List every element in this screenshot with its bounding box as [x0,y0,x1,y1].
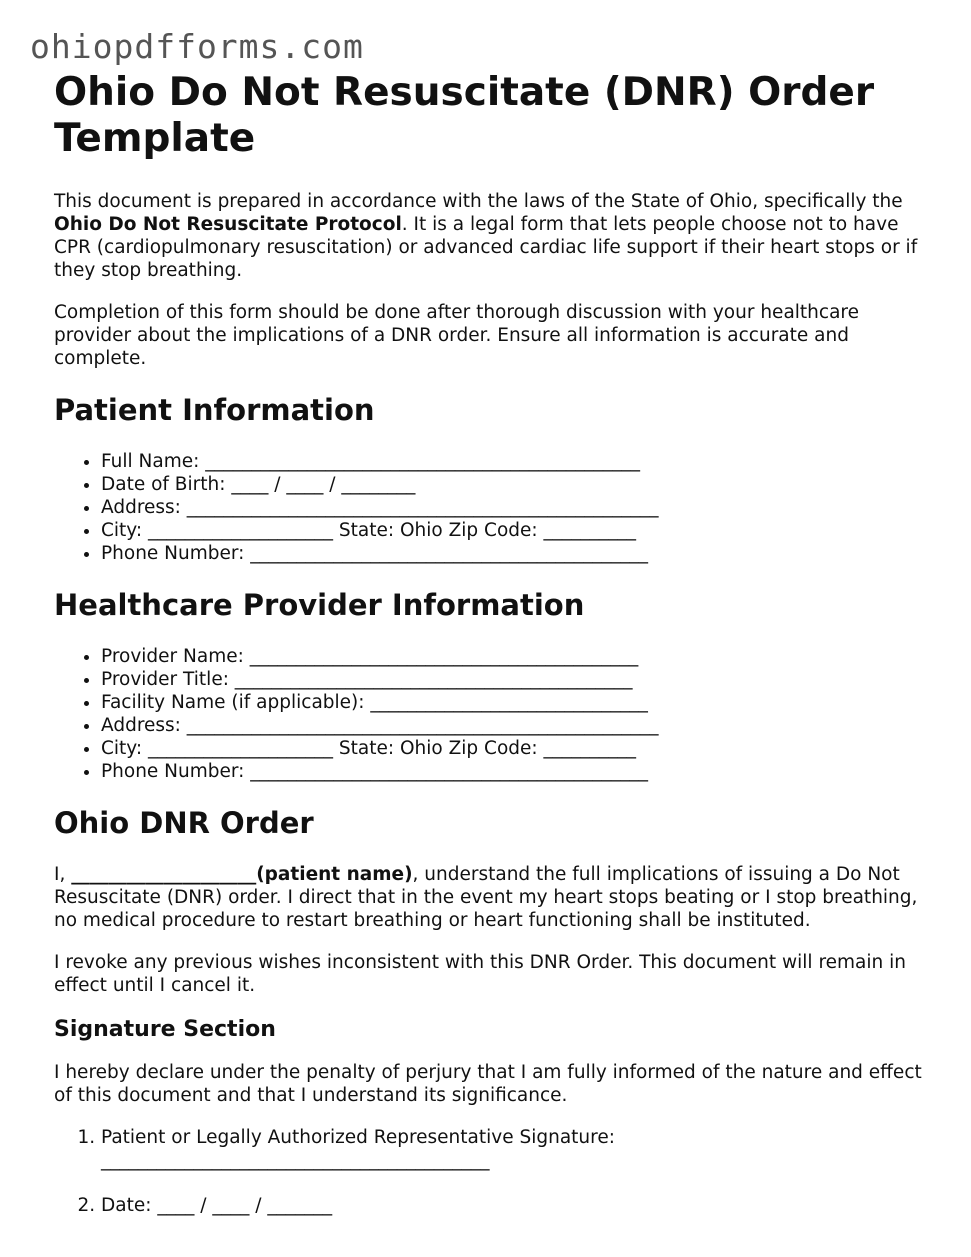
patient-full-name-field[interactable]: • Full Name: _______________________________________________ [101,450,924,473]
signature-item [101,1126,924,1172]
provider-address-field[interactable]: • Address: ___________________________________________________ [101,714,924,737]
order-text-start: I, [54,864,72,885]
facility-name-field[interactable]: • Facility Name (if applicable): ______________________________ [101,691,924,714]
provider-name-field[interactable]: • Provider Name: __________________________________________ [101,645,924,668]
patient-address-field[interactable]: • Address: ___________________________________________________ [101,496,924,519]
provider-info-list [54,645,924,783]
dnr-order-paragraph-1 [54,863,924,932]
provider-city-state-zip-field[interactable]: • City: ____________________ State: Ohio Zip Code: __________ [101,737,924,760]
signature-label: Patient or Legally Authorized Representative Signature: [101,1127,615,1148]
intro-paragraph-1 [54,190,924,282]
order-text-end: , understand the full implications of issuing a Do Not Resuscitate (DNR) order. I direct that in the event my heart stops beating or I stop breathing, no medical procedure to restart breathing or heart functioning shall be instituted. [54,864,918,931]
signature-list [54,1126,924,1217]
document-title: Ohio Do Not Resuscitate (DNR) Order Template [54,70,875,161]
dnr-order-paragraph-2: I revoke any previous wishes inconsistent with this DNR Order. This document will remain in effect until I cancel it. [54,952,907,996]
provider-phone-field[interactable]: • Phone Number: ___________________________________________ [101,760,924,783]
patient-info-heading: Patient Information [54,393,375,427]
intro-text-end: . It is a legal form that lets people choose not to have CPR (cardiopulmonary resuscitation) or advanced cardiac life support if their heart stops or if they stop breathing. [54,214,918,281]
watermark: ohiopdfforms.com [30,27,364,66]
intro-paragraph-2: Completion of this form should be done after thorough discussion with your healthcare provider about the implications of a DNR order. Ensure all information is accurate and complete. [54,302,859,369]
signature-declaration: I hereby declare under the penalty of perjury that I am fully informed of the nature and effect of this document and that I understand its significance. [54,1062,922,1106]
patient-dob-field[interactable]: • Date of Birth: ____ / ____ / ________ [101,473,924,496]
patient-phone-field[interactable]: • Phone Number: ___________________________________________ [101,542,924,565]
signature-line[interactable]: __________________________________________ [101,1150,490,1171]
signature-date-field[interactable]: 2. Date: ____ / ____ / _______ [101,1194,924,1217]
patient-name-label: (patient name) [256,864,413,885]
document-body [54,70,924,1239]
provider-title-field[interactable]: • Provider Title: ___________________________________________ [101,668,924,691]
protocol-name: Ohio Do Not Resuscitate Protocol [54,214,402,235]
patient-city-state-zip-field[interactable]: • City: ____________________ State: Ohio Zip Code: __________ [101,519,924,542]
provider-info-heading: Healthcare Provider Information [54,588,585,622]
intro-text-start: This document is prepared in accordance with the laws of the State of Ohio, specifically the [54,191,903,212]
patient-name-blank[interactable]: ____________________ [71,864,257,885]
patient-info-list [54,450,924,565]
signature-heading: Signature Section [54,1017,276,1042]
dnr-order-heading: Ohio DNR Order [54,806,314,840]
